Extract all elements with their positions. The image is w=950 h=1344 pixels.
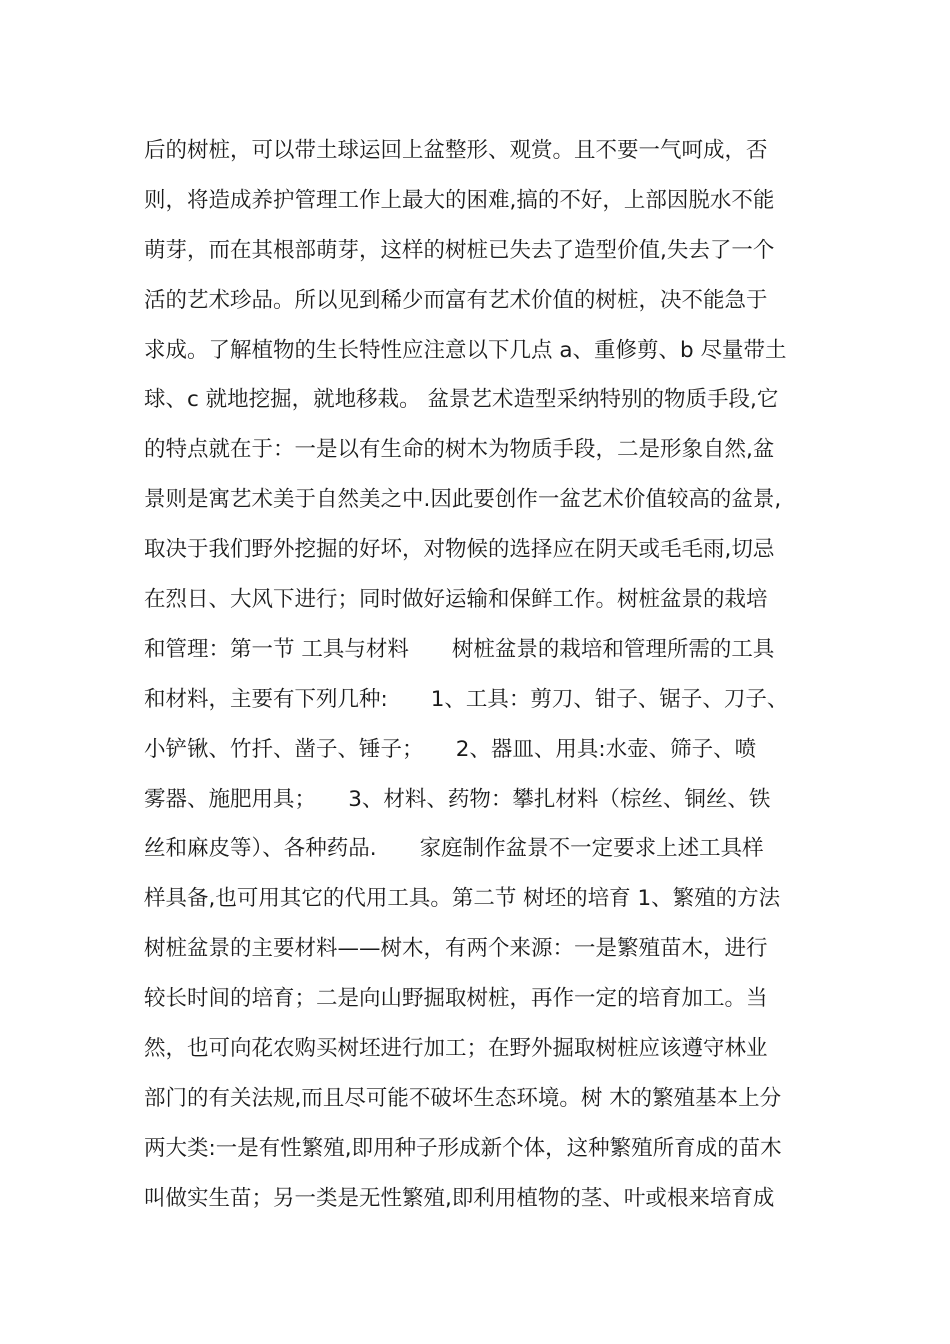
text-line: 样具备,也可用其它的代用工具。第二节 树坯的培育 1、繁殖的方法 — [144, 886, 781, 912]
text-line: 树桩盆景的主要材料——树木，有两个来源：一是繁殖苗木，进行 — [144, 936, 768, 962]
text-line: 然，也可向花农购买树坯进行加工；在野外掘取树桩应该遵守林业 — [144, 1036, 768, 1062]
text-line: 叫做实生苗；另一类是无性繁殖,即利用植物的茎、叶或根来培育成 — [144, 1185, 775, 1211]
text-line: 后的树桩，可以带土球运回上盆整形、观赏。且不要一气呵成，否 — [144, 138, 768, 163]
text-line: 和管理：第一节 工具与材料 树桩盆景的栽培和管理所需的工具 — [144, 636, 775, 662]
text-line: 较长时间的培育；二是向山野掘取树桩，再作一定的培育加工。当 — [144, 986, 768, 1012]
text-line: 则，将造成养护管理工作上最大的困难,搞的不好，上部因脱水不能 — [144, 187, 775, 213]
text-line: 的特点就在于：一是以有生命的树木为物质手段，二是形象自然,盆 — [144, 437, 775, 463]
text-line: 在烈日、大风下进行；同时做好运输和保鲜工作。树桩盆景的栽培 — [144, 587, 768, 613]
text-line: 活的艺术珍品。所以见到稀少而富有艺术价值的树桩，决不能急于 — [144, 287, 768, 313]
text-line: 小铲锹、竹扦、凿子、锤子； 2、器皿、用具:水壶、筛子、喷 — [144, 736, 757, 762]
text-line: 部门的有关法规,而且尽可能不破坏生态环境。树 木的繁殖基本上分 — [144, 1085, 782, 1111]
text-line: 萌芽，而在其根部萌芽，这样的树桩已失去了造型价值,失去了一个 — [144, 237, 775, 263]
text-line: 景则是寓艺术美于自然美之中.因此要创作一盆艺术价值较高的盆景, — [144, 487, 782, 513]
text-line: 球、c 就地挖掘，就地移栽。 盆景艺术造型采纳特别的物质手段,它 — [144, 387, 779, 413]
text-line: 和材料，主要有下列几种: 1、工具：剪刀、钳子、锯子、刀子、 — [144, 686, 789, 712]
text-line: 两大类:一是有性繁殖,即用种子形成新个体，这种繁殖所育成的苗木 — [144, 1135, 782, 1161]
text-line: 求成。了解植物的生长特性应注意以下几点 a、重修剪、b 尽量带土 — [144, 337, 787, 363]
text-line: 丝和麻皮等）、各种药品. 家庭制作盆景不一定要求上述工具样 — [144, 836, 764, 862]
text-line: 雾器、施肥用具； 3、材料、药物：攀扎材料（棕丝、铜丝、铁 — [144, 786, 771, 812]
text-line: 取决于我们野外挖掘的好坏，对物候的选择应在阴天或毛毛雨,切忌 — [144, 537, 775, 563]
body-text — [144, 126, 824, 1224]
